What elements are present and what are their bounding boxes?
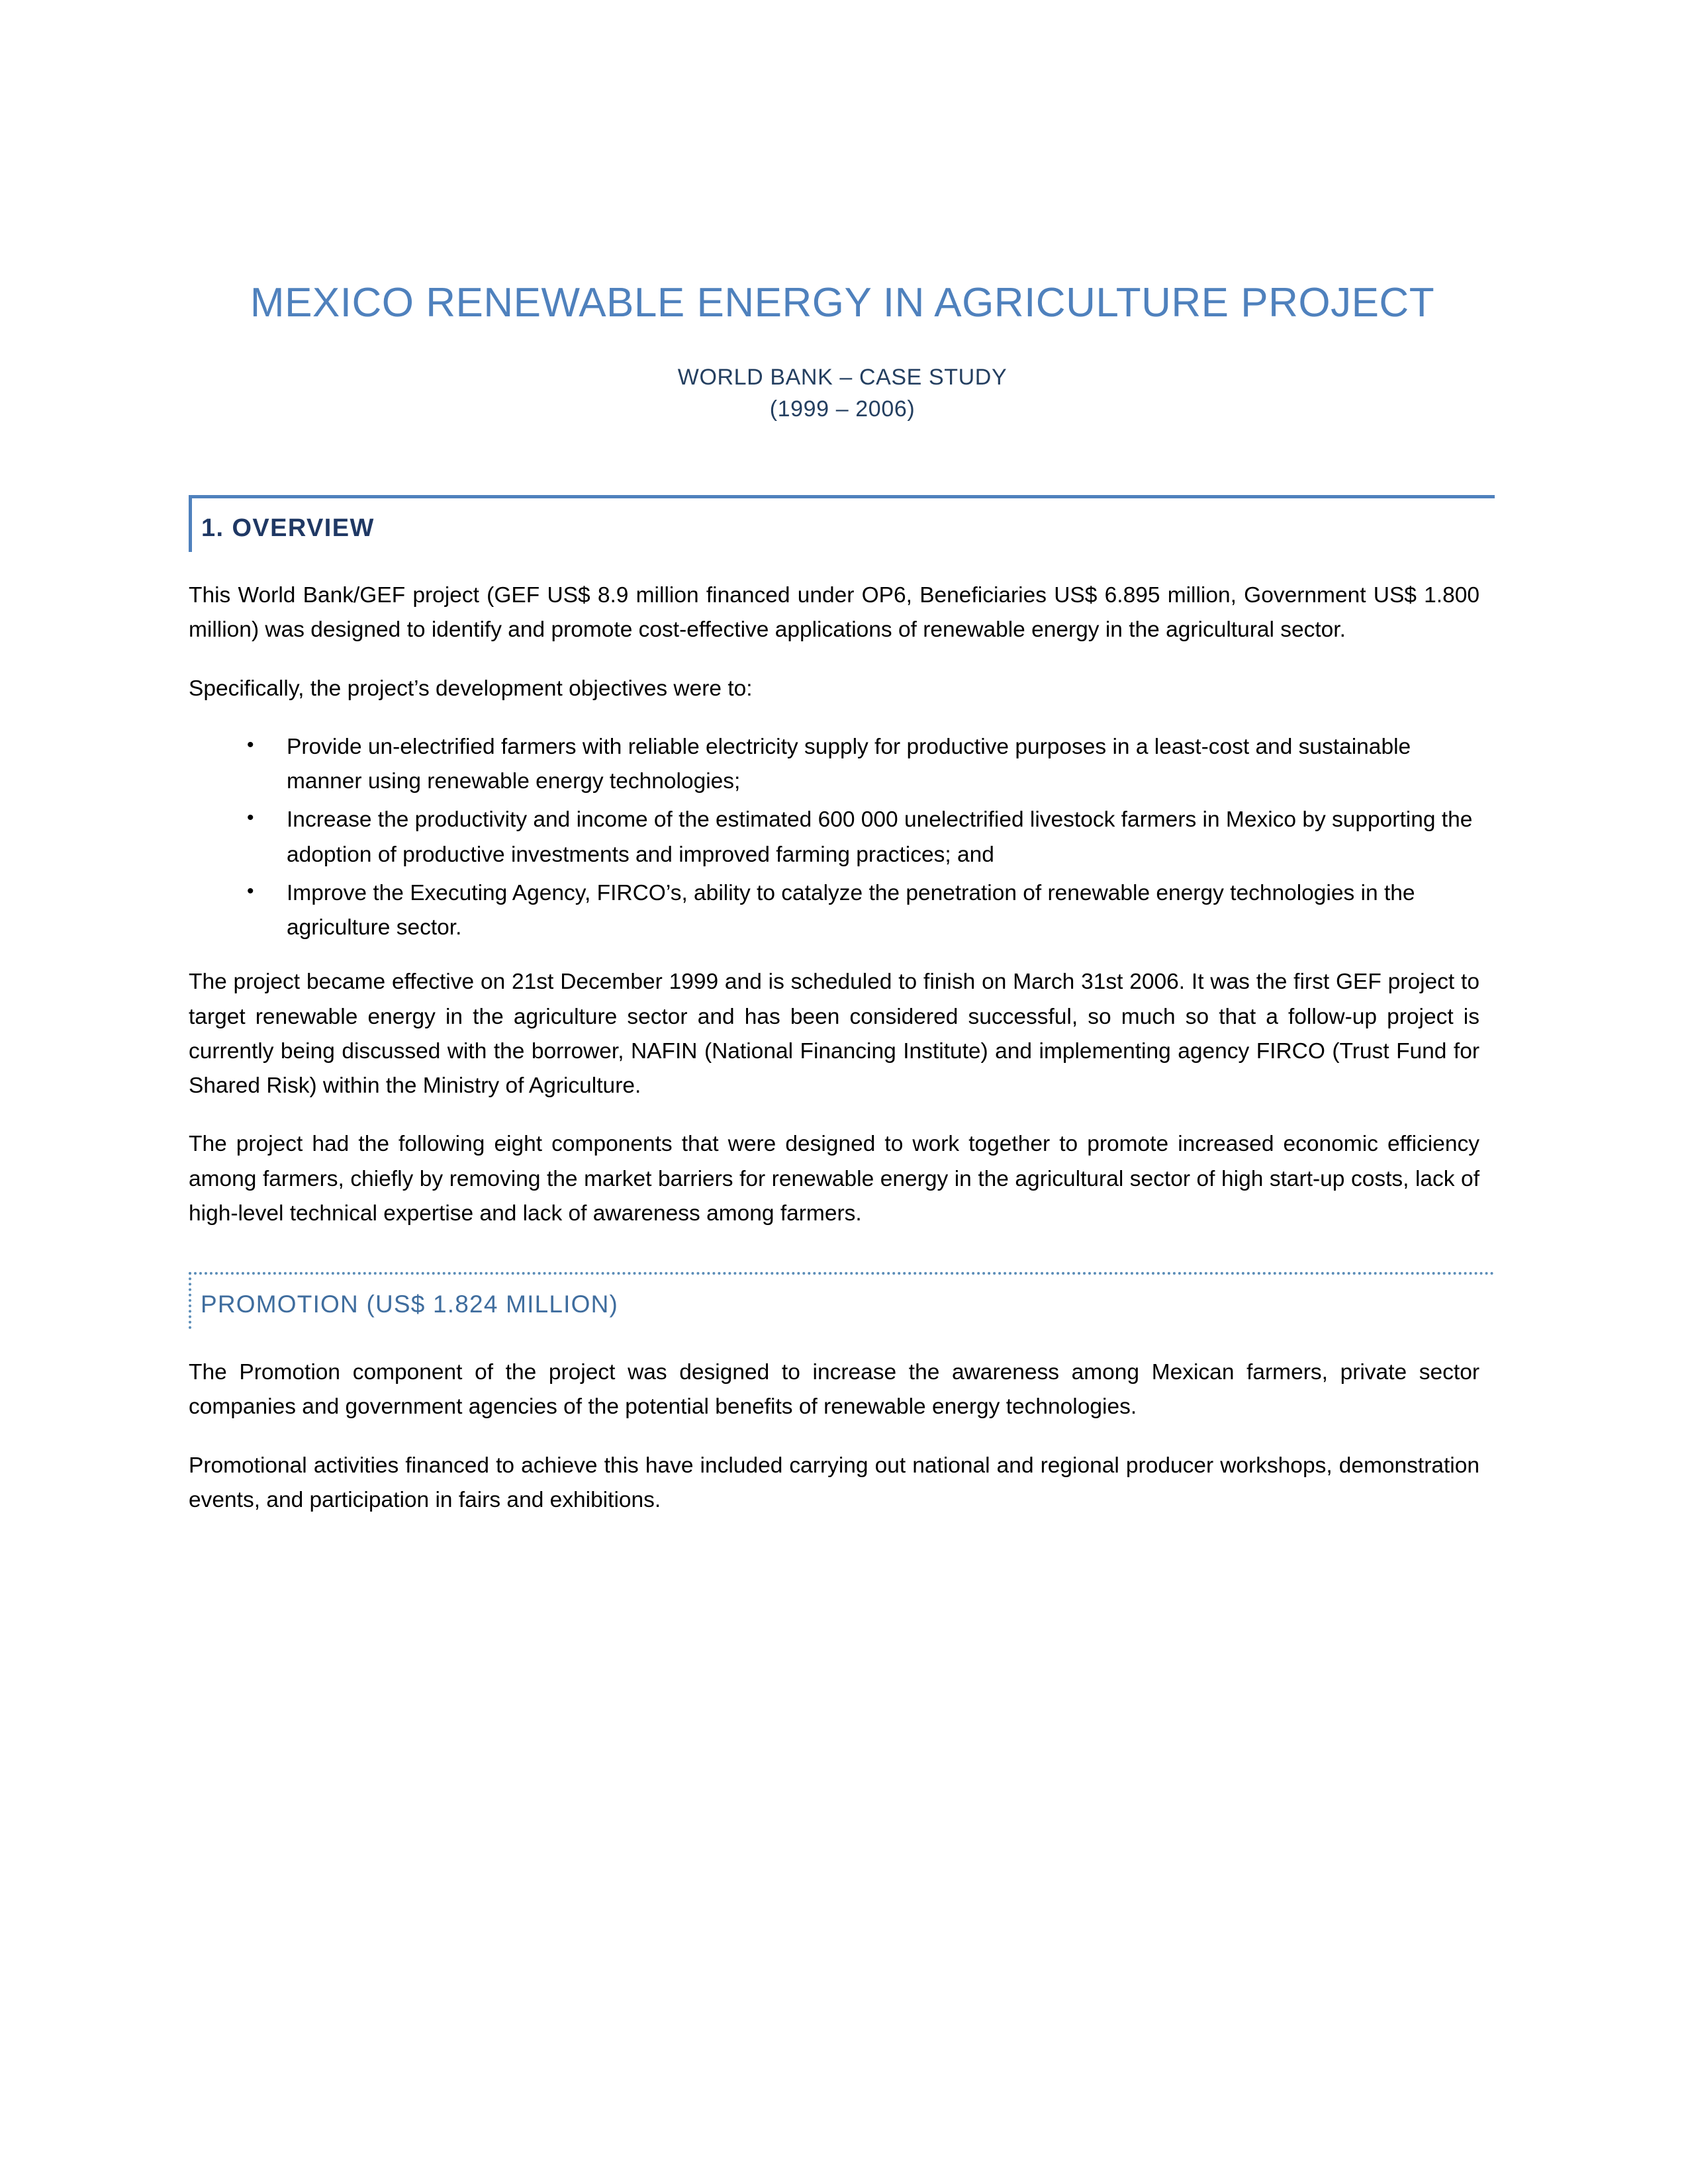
list-item [189, 876, 1479, 946]
promotion-paragraph-1: The Promotion component of the project was designed to increase the awareness among Mexican farmers, private sector companies and government agencies of the potential benefits of renewable energy technologies. [189, 1360, 1479, 1420]
page-title: MEXICO RENEWABLE ENERGY IN AGRICULTURE PROJECT [250, 280, 1435, 326]
subtitle-line-1: WORLD BANK – CASE STUDY [677, 364, 1008, 390]
overview-paragraph-4: The project had the following eight components that were designed to work together to promote increased economic efficiency among farmers, chiefly by removing the market barriers for renewable energy in the agricultural sector of high start-up costs, lack of high-level technical expertise and lack of awareness among farmers. [189, 1132, 1479, 1226]
promotion-paragraph-2: Promotional activities financed to achieve this have included carrying out national and regional producer workshops, demonstration events, and participation in fairs and exhibitions. [189, 1453, 1479, 1512]
overview-objectives-list [189, 730, 1479, 946]
section-heading-overview-label: 1. OVERVIEW [201, 514, 375, 543]
list-item-text: Improve the Executing Agency, FIRCO’s, ability to catalyze the penetration of renewable energy technologies in the agriculture sector. [287, 880, 1415, 940]
subtitle-line-2: (1999 – 2006) [769, 396, 915, 422]
document-subtitle-block [189, 361, 1496, 426]
overview-paragraph-1: This World Bank/GEF project (GEF US$ 8.9 million financed under OP6, Beneficiaries US$ 6.895 million, Government US$ 1.800 million) was designed to identify and promote cost-effective applications of renewable energy in the agricultural sector. [189, 583, 1479, 643]
bullet-point-icon: • [247, 880, 254, 902]
section-heading-overview [189, 495, 1495, 552]
overview-paragraph-2: Specifically, the project’s development objectives were to: [189, 676, 753, 701]
list-item [189, 803, 1479, 872]
section-heading-promotion [189, 1272, 1495, 1329]
list-item-text: Increase the productivity and income of the estimated 600 000 unelectrified livestock farmers in Mexico by supporting the adoption of productive investments and improved farming practices; and [287, 807, 1473, 867]
overview-paragraph-3: The project became effective on 21st December 1999 and is scheduled to finish on March 31st 2006. It was the first GEF project to target renewable energy in the agriculture sector and has been considered successful, so much so that a follow-up project is currently being discussed with the borrower, NAFIN (National Financing Institute) and implementing agency FIRCO (Trust Fund for Shared Risk) within the Ministry of Agriculture. [189, 970, 1479, 1099]
list-item [189, 730, 1479, 799]
list-item-text: Provide un-electrified farmers with reliable electricity supply for productive purposes in a least-cost and sustainable manner using renewable energy technologies; [287, 734, 1411, 794]
bullet-point-icon: • [247, 807, 254, 829]
document-content [189, 278, 1496, 1518]
section-heading-promotion-label: PROMOTION (US$ 1.824 MILLION) [201, 1291, 619, 1318]
bullet-point-icon: • [247, 733, 254, 756]
